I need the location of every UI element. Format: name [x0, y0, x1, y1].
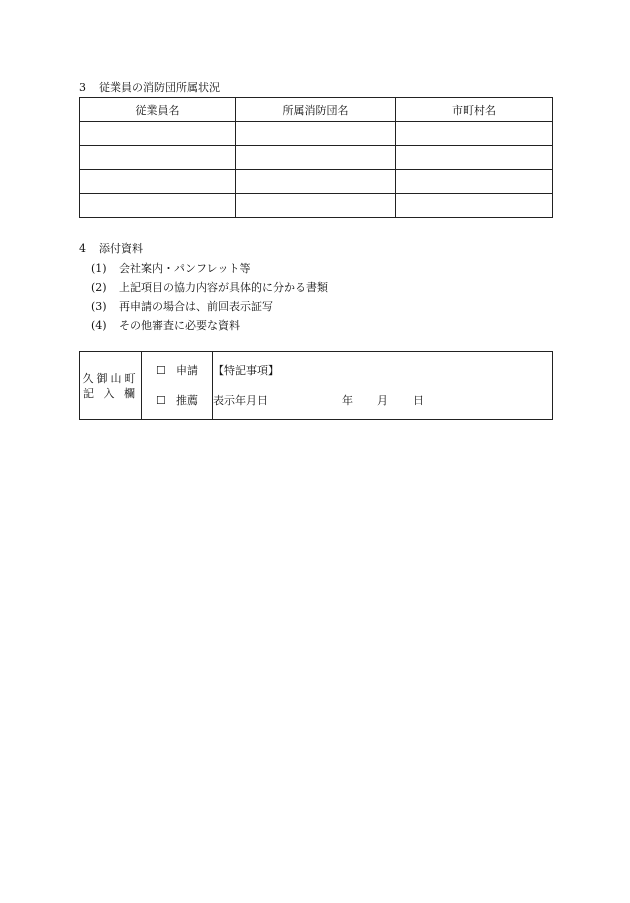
table-cell[interactable]: [80, 122, 236, 146]
list-item: [91, 300, 328, 319]
table-cell[interactable]: [396, 122, 553, 146]
list-item: [91, 262, 328, 281]
year-label: 年: [342, 394, 353, 407]
office-use-label: [80, 352, 142, 420]
table-row: [80, 170, 553, 194]
application-type-cell: [142, 352, 213, 420]
table-cell[interactable]: [396, 170, 553, 194]
list-item-text: 再申請の場合は、前回表示証写: [119, 300, 273, 313]
office-use-table: [79, 351, 553, 420]
column-header-municipality: 市町村名: [396, 98, 553, 122]
table-cell[interactable]: [236, 170, 396, 194]
special-notes-title: 【特記事項】: [213, 364, 279, 377]
table-cell[interactable]: [236, 146, 396, 170]
attachment-list: [91, 262, 328, 338]
option-recommendation[interactable]: [142, 394, 212, 408]
list-item: [91, 319, 328, 338]
section-4-title: 添付資料: [99, 242, 143, 255]
table-row: [80, 194, 553, 218]
column-header-employee-name: 従業員名: [80, 98, 236, 122]
month-label: 月: [377, 394, 388, 407]
table-cell[interactable]: [396, 194, 553, 218]
list-item-index: (4): [91, 319, 107, 332]
table-cell[interactable]: [396, 146, 553, 170]
table-row: [80, 146, 553, 170]
office-label-line2: 記 入 欄: [83, 386, 138, 400]
table-cell[interactable]: [236, 194, 396, 218]
display-date-row: [213, 394, 552, 408]
table-cell[interactable]: [80, 170, 236, 194]
list-item: [91, 281, 328, 300]
list-item-text: その他審査に必要な資料: [119, 319, 240, 332]
option-recommendation-label: 推薦: [176, 394, 198, 407]
section-3-heading: [79, 81, 220, 95]
display-date-label: 表示年月日: [213, 394, 268, 407]
section-3-title: 従業員の消防団所属状況: [99, 81, 220, 94]
checkbox-application[interactable]: ☐: [156, 364, 166, 377]
table-header-row: [80, 98, 553, 122]
list-item-index: (2): [91, 281, 107, 294]
table-cell[interactable]: [236, 122, 396, 146]
table-cell[interactable]: [80, 194, 236, 218]
option-application[interactable]: [142, 364, 212, 378]
table-cell[interactable]: [80, 146, 236, 170]
list-item-text: 上記項目の協力内容が具体的に分かる書類: [119, 281, 328, 294]
list-item-index: (3): [91, 300, 107, 313]
employee-fire-brigade-table: [79, 97, 553, 218]
office-label-line1: 久御山町: [82, 371, 139, 385]
special-notes-cell: [213, 352, 553, 420]
list-item-text: 会社案内・パンフレット等: [119, 262, 251, 275]
section-4-heading: [79, 242, 143, 256]
column-header-fire-brigade: 所属消防団名: [236, 98, 396, 122]
list-item-index: (1): [91, 262, 107, 275]
option-application-label: 申請: [176, 364, 198, 377]
section-3-number: 3: [79, 81, 86, 94]
day-label: 日: [413, 394, 424, 407]
checkbox-recommendation[interactable]: ☐: [156, 394, 166, 407]
table-row: [80, 122, 553, 146]
section-4-number: 4: [79, 242, 86, 255]
